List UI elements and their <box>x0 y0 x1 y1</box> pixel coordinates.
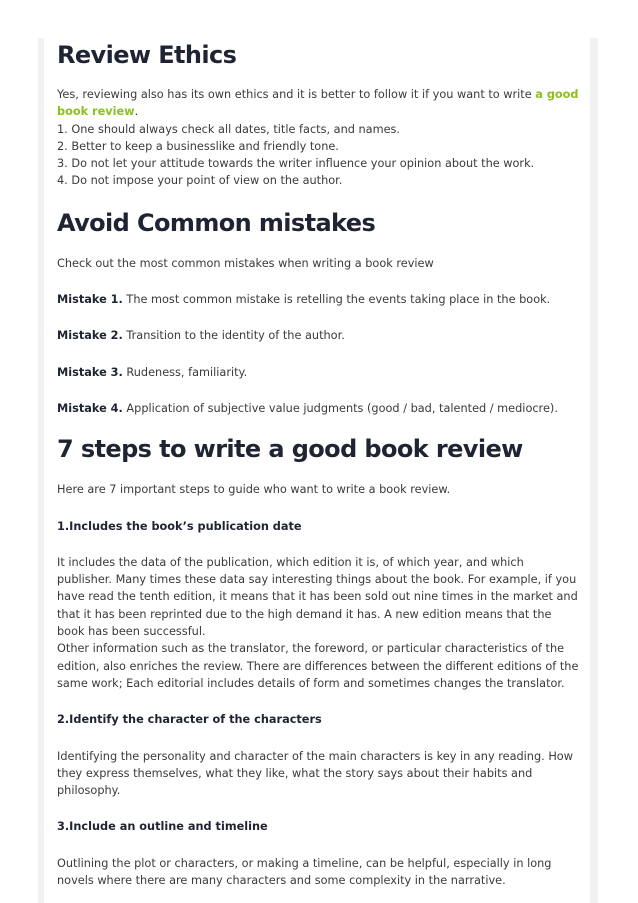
good-book-review-link[interactable]: a good book review <box>57 88 579 119</box>
mistake-3 <box>57 364 582 381</box>
ethics-intro <box>57 86 582 121</box>
section-title-mistakes: Avoid Common mistakes <box>57 208 376 237</box>
mistake-4-label: Mistake 4. <box>57 401 123 415</box>
step-2-title: 2.Identify the character of the characters <box>57 713 322 727</box>
mistake-3-label: Mistake 3. <box>57 365 123 379</box>
mistake-4-text: Application of subjective value judgments (good / bad, talented / mediocre). <box>122 401 558 415</box>
mistake-2-text: Transition to the identity of the author. <box>122 329 345 343</box>
section-title-ethics: Review Ethics <box>57 41 237 69</box>
step-1-paragraph-1: It includes the data of the publication, which edition it is, of which year, and which publisher. Many times these data say interesting things about the book. For example, if you have read the tenth edition, it means that it has been sold out nine times in the market and that it has been reprinted due to the high demand it has. A new edition means that the book has been successful. <box>57 555 578 639</box>
ethics-item-1: 1. One should always check all dates, title facts, and names. <box>57 122 401 136</box>
ethics-intro-end: . <box>134 105 139 119</box>
ethics-item-3: 3. Do not let your attitude towards the writer influence your opinion about the work. <box>57 157 535 171</box>
ethics-intro-text: Yes, reviewing also has its own ethics and it is better to follow it if you want to write <box>57 88 536 101</box>
mistake-4 <box>57 400 582 417</box>
mistake-1-text: The most common mistake is retelling the events taking place in the book. <box>122 293 551 307</box>
step-1-paragraph-2: Other information such as the translator, the foreword, or particular characteristics of the edition, also enriches the review. There are differences between the different editions of the same work; Each editorial includes details of form and sometimes changes the translator. <box>57 642 579 690</box>
mistake-2 <box>57 327 582 344</box>
step-3-paragraph: Outlining the plot or characters, or making a timeline, can be helpful, especially in long novels where there are many characters and some complexity in the narrative. <box>57 856 552 888</box>
mistakes-intro: Check out the most common mistakes when writing a book review <box>57 256 434 270</box>
mistake-1-label: Mistake 1. <box>57 293 123 307</box>
mistake-3-text: Rudeness, familiarity. <box>122 365 248 379</box>
step-2-paragraph: Identifying the personality and character of the main characters is key in any reading. How they express themselves, what they like, what the story says about their habits and philosophy. <box>57 749 573 798</box>
mistake-2-label: Mistake 2. <box>57 329 123 343</box>
step-1-title: 1.Includes the book’s publication date <box>57 519 302 533</box>
mistake-1 <box>57 291 582 308</box>
ethics-item-2: 2. Better to keep a businesslike and friendly tone. <box>57 139 339 153</box>
section-title-steps: 7 steps to write a good book review <box>57 435 523 464</box>
steps-intro: Here are 7 important steps to guide who want to write a book review. <box>57 483 451 497</box>
step-3-title: 3.Include an outline and timeline <box>57 820 268 834</box>
article-content <box>57 38 582 889</box>
ethics-item-4: 4. Do not impose your point of view on the author. <box>57 174 343 188</box>
